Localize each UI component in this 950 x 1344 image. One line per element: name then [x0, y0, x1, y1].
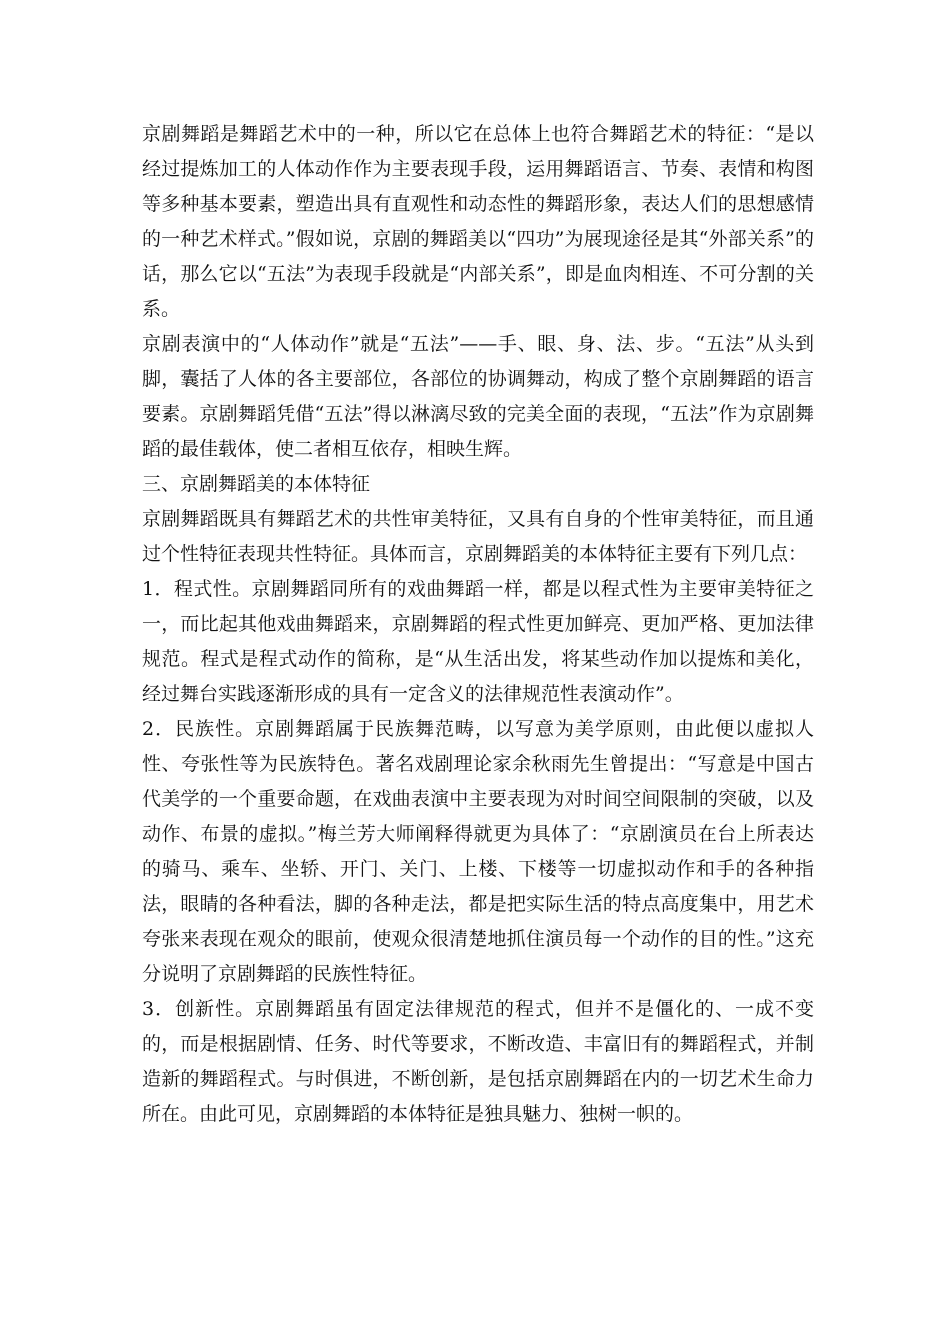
section-heading: 三、京剧舞蹈美的本体特征 [142, 473, 371, 495]
document-body [142, 117, 814, 1132]
paragraph-stylization: 1．程式性。京剧舞蹈同所有的戏曲舞蹈一样，都是以程式性为主要审美特征之一，而比起其他戏曲舞蹈来，京剧舞蹈的程式性更加鲜亮、更加严格、更加法律规范。程式是程式动作的简称，是“从生活出发，将某些动作加以提炼和美化，经过舞台实践逐渐形成的具有一定含义的法律规范性表演动作”。 [142, 578, 814, 705]
paragraph-intro: 京剧舞蹈是舞蹈艺术中的一种，所以它在总体上也符合舞蹈艺术的特征：“是以经过提炼加工的人体动作作为主要表现手段，运用舞蹈语言、节奏、表情和构图等多种基本要素，塑造出具有直观性和动态性的舞蹈形象，表达人们的思想感情的一种艺术样式。”假如说，京剧的舞蹈美以“四功”为展现途径是其“外部关系”的话，那么它以“五法”为表现手段就是“内部关系”，即是血肉相连、不可分割的关系。 [142, 123, 814, 320]
paragraph-five-methods: 京剧表演中的“人体动作”就是“五法”——手、眼、身、法、步。“五法”从头到脚，囊括了人体的各主要部位，各部位的协调舞动，构成了整个京剧舞蹈的语言要素。京剧舞蹈凭借“五法”得以淋漓尽致的完美全面的表现，“五法”作为京剧舞蹈的最佳载体，使二者相互依存，相映生辉。 [142, 333, 814, 460]
paragraph-nationality: 2．民族性。京剧舞蹈属于民族舞范畴，以写意为美学原则，由此便以虚拟人性、夸张性等为民族特色。著名戏剧理论家余秋雨先生曾提出：“写意是中国古代美学的一个重要命题，在戏曲表演中主要表现为对时间空间限制的突破，以及动作、布景的虚拟。”梅兰芳大师阐释得就更为具体了：“京剧演员在台上所表达的骑马、乘车、坐轿、开门、关门、上楼、下楼等一切虚拟动作和手的各种指法，眼睛的各种看法，脚的各种走法，都是把实际生活的特点高度集中，用艺术夸张来表现在观众的眼前，使观众很清楚地抓住演员每一个动作的目的性。”这充分说明了京剧舞蹈的民族性特征。 [142, 718, 814, 985]
paragraph-innovation: 3．创新性。京剧舞蹈虽有固定法律规范的程式，但并不是僵化的、一成不变的，而是根据剧情、任务、时代等要求，不断改造、丰富旧有的舞蹈程式，并制造新的舞蹈程式。与时俱进，不断创新，是包括京剧舞蹈在内的一切艺术生命力所在。由此可见，京剧舞蹈的本体特征是独具魅力、独树一帜的。 [142, 998, 814, 1125]
paragraph-features-intro: 京剧舞蹈既具有舞蹈艺术的共性审美特征，又具有自身的个性审美特征，而且通过个性特征表现共性特征。具体而言，京剧舞蹈美的本体特征主要有下列几点： [142, 508, 814, 565]
